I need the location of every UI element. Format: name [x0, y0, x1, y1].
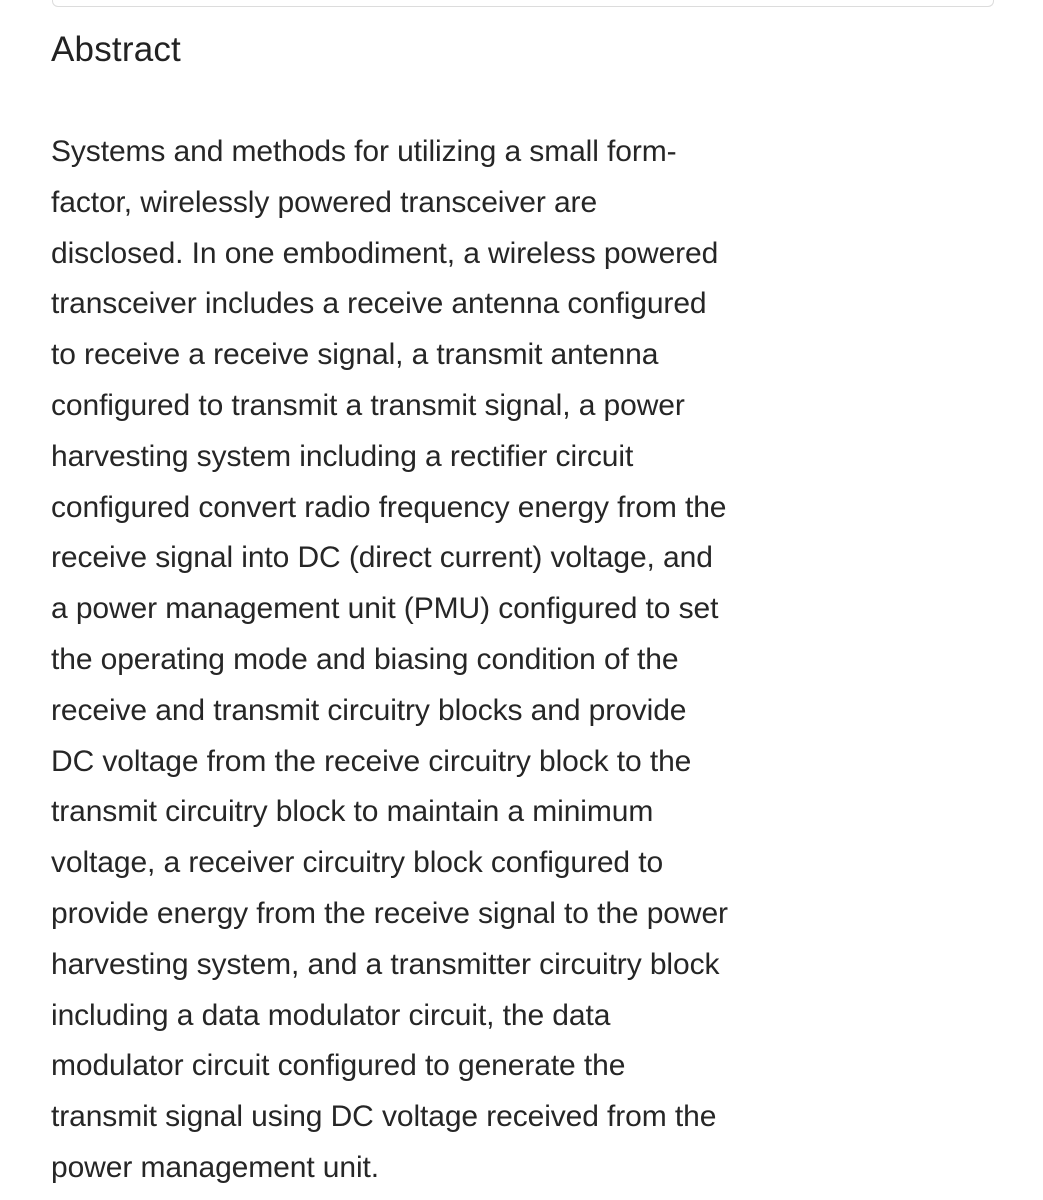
abstract-line: the operating mode and biasing condition of the — [51, 642, 679, 676]
abstract-line: transmit circuitry block to maintain a minimum — [51, 795, 654, 829]
abstract-line: disclosed. In one embodiment, a wireless powered — [51, 236, 719, 270]
abstract-line: receive signal into DC (direct current) voltage, and — [51, 541, 713, 575]
abstract-line: transceiver includes a receive antenna configured — [51, 287, 707, 321]
abstract-line: configured convert radio frequency energy from the — [51, 490, 727, 524]
abstract-line: provide energy from the receive signal to the power — [51, 896, 728, 930]
abstract-line: including a data modulator circuit, the data — [51, 998, 611, 1032]
abstract-line: DC voltage from the receive circuitry block to the — [51, 744, 692, 778]
abstract-line: transmit signal using DC voltage received from the — [51, 1100, 717, 1134]
abstract-line: harvesting system including a rectifier circuit — [51, 439, 634, 473]
abstract-line: modulator circuit configured to generate the — [51, 1049, 626, 1083]
abstract-line: to receive a receive signal, a transmit antenna — [51, 338, 659, 372]
previous-card-edge — [52, 0, 994, 7]
abstract-line: receive and transmit circuitry blocks and provide — [51, 693, 687, 727]
abstract-line: voltage, a receiver circuitry block configured to — [51, 846, 664, 880]
abstract-body — [51, 127, 811, 1194]
abstract-line: harvesting system, and a transmitter circuitry block — [51, 947, 720, 981]
abstract-line: power management unit. — [51, 1150, 379, 1184]
abstract-heading: Abstract — [51, 30, 181, 69]
abstract-section — [51, 26, 811, 1194]
abstract-line: factor, wirelessly powered transceiver are — [51, 185, 598, 219]
abstract-line: Systems and methods for utilizing a small form- — [51, 135, 677, 168]
abstract-line: a power management unit (PMU) configured to set — [51, 592, 719, 626]
abstract-line: configured to transmit a transmit signal, a power — [51, 388, 685, 422]
